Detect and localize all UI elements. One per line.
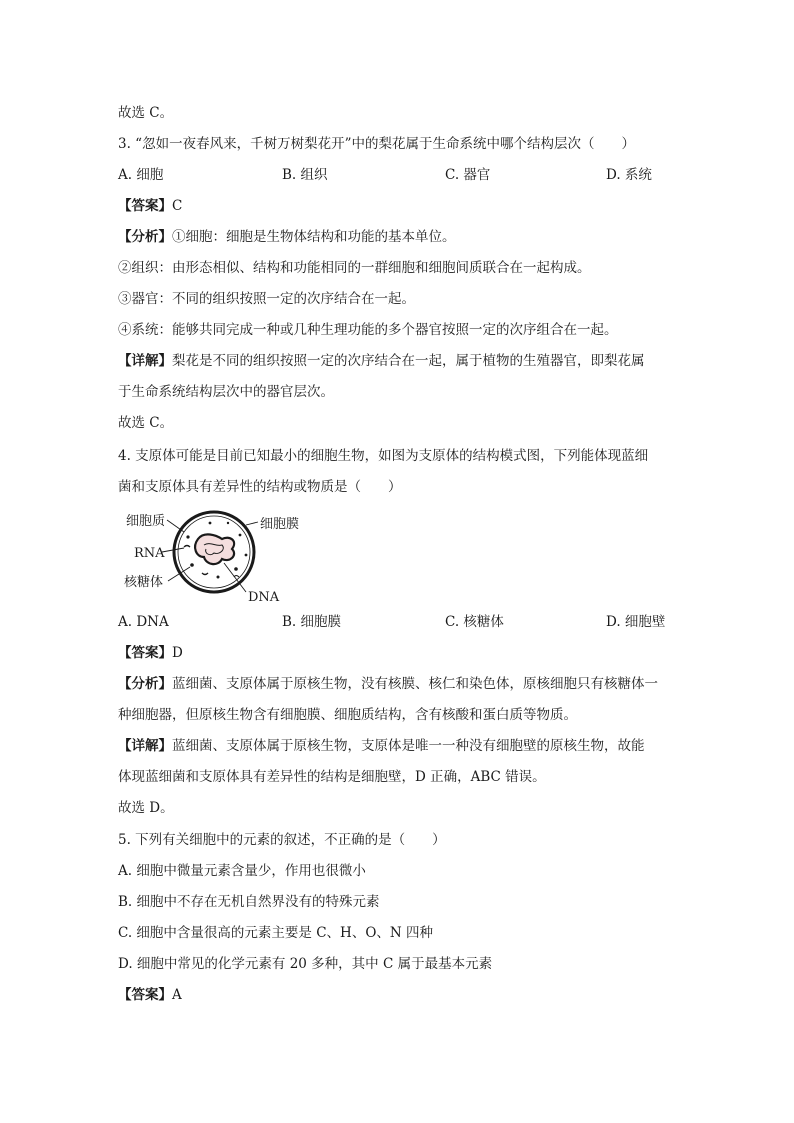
q3-detail-line-2: 于生命系统结构层次中的器官层次。 [118,384,334,400]
q4-conclusion: 故选 D。 [118,800,174,816]
q5-option-a: A. 细胞中微量元素含量少，作用也很微小 [118,863,366,879]
q4-option-d: D. 细胞壁 [606,614,666,630]
q3-conclusion: 故选 C。 [118,415,174,431]
ribosome-dot [227,522,229,524]
q3-analysis-line-3: ③器官：不同的组织按照一定的次序结合在一起。 [118,291,415,307]
q3-analysis-line-2: ②组织：由形态相似、结构和功能相同的一群细胞和细胞间质联合在一起构成。 [118,260,591,276]
ribosome-dot [186,535,189,538]
q4-answer: D [172,645,183,661]
q4-analysis-line-1 [118,674,658,694]
label-cell-membrane: 细胞膜 [260,517,300,532]
ribosome-dot [239,534,242,537]
cytoplasm-leader [167,520,184,532]
q3-detail-line-1 [118,351,645,371]
q4-detail-text-1: 蓝细菌、支原体属于原核生物，支原体是唯一一种没有细胞壁的原核生物，故能 [172,738,645,754]
q4-detail-line-2: 体现蓝细菌和支原体具有差异性的结构是细胞壁，D 正确，ABC 错误。 [118,769,546,785]
q5-option-c: C. 细胞中含量很高的元素主要是 C、H、O、N 四种 [118,925,433,941]
label-cytoplasm: 细胞质 [126,514,166,529]
rna-fragment [184,546,190,548]
q4-analysis-line-2: 种细胞器，但原核生物含有细胞膜、细胞质结构，含有核酸和蛋白质等物质。 [118,707,577,723]
ribosome-dot [209,522,212,525]
q4-answer-line [118,643,183,663]
question-3-stem: 3. “忽如一夜春风来，千树万树梨花开”中的梨花属于生命系统中哪个结构层次（ ） [118,136,635,152]
analysis-tag: 【分析】 [118,676,172,692]
q5-answer: A [172,987,182,1003]
q3-answer-line [118,196,182,216]
q3-answer: C [172,198,183,214]
conclusion-line: 故选 C。 [118,105,174,121]
q5-option-d: D. 细胞中常见的化学元素有 20 多种，其中 C 属于最基本元素 [118,956,493,972]
detail-tag: 【详解】 [118,353,172,369]
q3-analysis-text-1: ①细胞：细胞是生物体结构和功能的基本单位。 [172,229,456,245]
ribosome-dot [217,576,220,579]
q4-detail-line-1 [118,736,645,756]
q4-analysis-text-1: 蓝细菌、支原体属于原核生物，没有核膜、核仁和染色体，原核细胞只有核糖体一 [172,676,658,692]
q3-analysis-line-4: ④系统：能够共同完成一种或几种生理功能的多个器官按照一定的次序组合在一起。 [118,322,618,338]
detail-tag: 【详解】 [118,738,172,754]
q3-option-b: B. 组织 [282,167,328,183]
label-rna: RNA [134,546,165,561]
mycoplasma-structure-diagram [118,507,318,607]
analysis-tag: 【分析】 [118,229,172,245]
rna-fragment [202,573,208,575]
label-dna: DNA [248,590,280,605]
q4-option-b: B. 细胞膜 [282,614,342,630]
question-4-stem-2: 菌和支原体具有差异性的结构或物质是（ ） [118,479,402,495]
question-5-stem: 5. 下列有关细胞中的元素的叙述，不正确的是（ ） [118,832,446,848]
answer-tag: 【答案】 [118,645,172,661]
q3-option-d: D. 系统 [606,167,652,183]
q4-option-c: C. 核糖体 [445,614,504,630]
ribosome-dot [234,567,238,571]
q4-option-a: A. DNA [118,614,169,630]
ribosome-dot [190,563,194,567]
question-4-stem-1: 4. 支原体可能是目前已知最小的细胞生物，如图为支原体的结构模式图，下列能体现蓝细 [118,448,649,464]
answer-tag: 【答案】 [118,198,172,214]
ribosome-dot [245,554,248,557]
q5-option-b: B. 细胞中不存在无机自然界没有的特殊元素 [118,894,380,910]
q5-answer-line [118,985,182,1005]
membrane-leader [246,522,258,525]
q3-option-a: A. 细胞 [118,167,164,183]
answer-tag: 【答案】 [118,987,172,1003]
dna-nucleoid-shape [195,534,234,564]
q3-detail-text-1: 梨花是不同的组织按照一定的次序结合在一起，属于植物的生殖器官，即梨花属 [172,353,645,369]
q3-option-c: C. 器官 [445,167,491,183]
label-ribosome: 核糖体 [124,575,164,590]
q3-analysis-line-1 [118,227,456,247]
